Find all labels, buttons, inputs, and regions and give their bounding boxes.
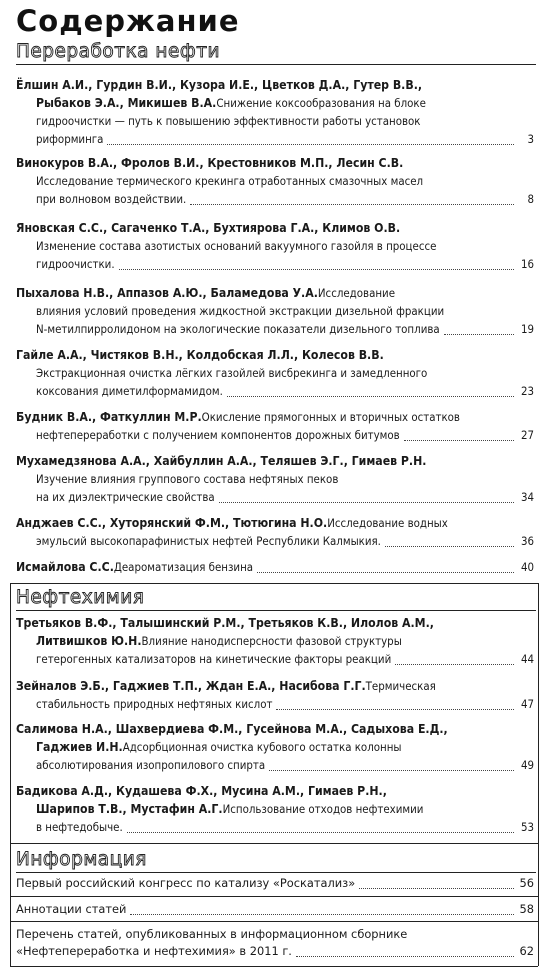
divider [10, 896, 538, 897]
leader-dots [257, 562, 514, 573]
toc-entry[interactable] [16, 219, 534, 273]
leader-dots [127, 822, 514, 833]
entry-authors: Будник В.А., Фаткуллин М.Р. [16, 410, 202, 424]
entry-title: Аннотации статей [16, 902, 127, 916]
leader-dots [444, 324, 514, 335]
entry-title: на их диэлектрические свойства [36, 490, 215, 504]
entry-authors: Литвишков Ю.Н. [36, 634, 142, 648]
entry-title: при волновом воздействии. [36, 192, 187, 206]
entry-authors: Зейналов Э.Б., Гаджиев Т.П., Ждан Е.А., Насибова Г.Г. [16, 679, 366, 693]
divider [10, 583, 538, 584]
toc-entry[interactable] [16, 514, 534, 550]
leader-dots [276, 699, 514, 710]
toc-entry[interactable] [16, 901, 534, 918]
toc-entry[interactable] [16, 720, 534, 774]
toc-entry[interactable] [16, 926, 534, 960]
entry-title: Изменение состава азотистых оснований вакуумного газойля в процессе [36, 239, 437, 253]
entry-title: в нефтедобыче. [36, 820, 123, 834]
page-number: 62 [519, 944, 534, 958]
entry-authors: Исмайлова С.С. [16, 560, 114, 574]
leader-dots [385, 536, 514, 547]
toc-entry[interactable] [16, 782, 534, 836]
entry-authors: Гайле А.А., Чистяков В.Н., Колдобская Л.Л., Колесов В.В. [16, 348, 384, 362]
entry-title: Исследование водных [327, 516, 448, 530]
leader-dots [359, 878, 514, 889]
entry-title: абсолютирования изопропилового спирта [36, 758, 266, 772]
section-heading-information: Информация [16, 848, 536, 873]
page-number: 49 [520, 758, 534, 772]
page-number: 53 [520, 820, 534, 834]
page-title: Содержание [16, 4, 240, 38]
toc-entry[interactable] [16, 677, 534, 713]
entry-title: N-метилпирролидоном на экологические показатели дизельного топлива [36, 322, 440, 336]
entry-title: гидроочистки. [36, 257, 115, 271]
page-number: 23 [520, 384, 534, 398]
toc-entry[interactable] [16, 452, 534, 506]
toc-entry[interactable] [16, 614, 534, 668]
divider [10, 921, 538, 922]
entry-authors: Гаджиев И.Н. [36, 740, 123, 754]
page-number: 47 [520, 697, 534, 711]
entry-authors: Пыхалова Н.В., Аппазов А.Ю., Баламедова У.А. [16, 286, 318, 300]
toc-entry[interactable] [16, 346, 534, 400]
entry-title: Использование отходов нефтехимии [222, 802, 424, 816]
entry-authors: Анджаев С.С., Хуторянский Ф.М., Тютюгина Н.О. [16, 516, 328, 530]
divider [10, 966, 538, 967]
entry-title: эмульсий высокопарафинистых нефтей Республики Калмыкия. [36, 534, 381, 548]
page-number: 19 [520, 322, 534, 336]
entry-title: Перечень статей, опубликованных в информационном сборнике [16, 927, 408, 941]
entry-title: гетерогенных катализаторов на кинетические факторы реакций [36, 652, 392, 666]
leader-dots [119, 259, 514, 270]
entry-title: Первый российский конгресс по катализу «Роскатализ» [16, 876, 356, 890]
leader-dots [296, 946, 514, 957]
toc-entry[interactable] [16, 154, 534, 208]
toc-entry[interactable] [16, 284, 534, 338]
entry-title: «Нефтепереработка и нефтехимия» в 2011 г. [16, 944, 292, 958]
entry-title: гидроочистки — путь к повышению эффективности работы установок [36, 114, 421, 128]
page-number: 58 [519, 902, 534, 916]
entry-title: Окисление прямогонных и вторичных остатков [201, 410, 460, 424]
entry-authors: Салимова Н.А., Шахвердиева Ф.М., Гусейнова М.А., Садыхова Е.Д., [16, 722, 448, 736]
entry-title: влияния условий проведения жидкостной экстракции дизельной фракции [36, 304, 445, 318]
leader-dots [219, 492, 514, 503]
page-number: 44 [520, 652, 534, 666]
leader-dots [269, 760, 514, 771]
entry-authors: Яновская С.С., Сагаченко Т.А., Бухтиярова Г.А., Климов О.В. [16, 221, 401, 235]
page-number: 3 [527, 132, 534, 146]
leader-dots [130, 904, 514, 915]
entry-authors: Мухамедзянова А.А., Хайбуллин А.А., Теляшев Э.Г., Гимаев Р.Н. [16, 454, 427, 468]
entry-authors: Ёлшин А.И., Гурдин В.И., Кузора И.Е., Цветков Д.А., Гутер В.В., [16, 78, 423, 92]
page-number: 16 [520, 257, 534, 271]
toc-entry[interactable] [16, 408, 534, 444]
entry-title: стабильность природных нефтяных кислот [36, 697, 273, 711]
page-number: 34 [520, 490, 534, 504]
frame-left-border [10, 583, 11, 966]
leader-dots [227, 386, 514, 397]
section-heading-oil-refining: Переработка нефти [16, 40, 536, 65]
entry-authors: Бадикова А.Д., Кудашева Ф.Х., Мусина А.М., Гимаев Р.Н., [16, 784, 387, 798]
toc-entry[interactable] [16, 875, 534, 892]
page-number: 56 [519, 876, 534, 890]
entry-authors: Рыбаков Э.А., Микишев В.А. [36, 96, 217, 110]
entry-title: Термическая [365, 679, 436, 693]
entry-authors: Шарипов Т.В., Мустафин А.Г. [36, 802, 223, 816]
divider [10, 843, 538, 844]
toc-entry[interactable] [16, 76, 534, 148]
section-heading-petrochemistry: Нефтехимия [16, 586, 536, 611]
entry-title: Исследование термического крекинга отработанных смазочных масел [36, 174, 424, 188]
entry-title: Изучение влияния группового состава нефтяных пеков [36, 472, 339, 486]
entry-title: риформинга [36, 132, 104, 146]
entry-title: Экстракционная очистка лёгких газойлей висбрекинга и замедленного [36, 366, 428, 380]
page-number: 8 [527, 192, 534, 206]
entry-title: Влияние нанодисперсности фазовой структуры [141, 634, 402, 648]
entry-title: Адсорбционная очистка кубового остатка колонны [122, 740, 402, 754]
entry-title: нефтепереработки с получением компонентов дорожных битумов [36, 428, 400, 442]
page-number: 40 [520, 560, 534, 574]
entry-title: Снижение коксообразования на блоке [216, 96, 426, 110]
leader-dots [190, 194, 514, 205]
page-number: 36 [520, 534, 534, 548]
entry-title: Деароматизация бензина [113, 560, 254, 574]
leader-dots [404, 430, 514, 441]
entry-title: Исследование [317, 286, 396, 300]
entry-title: коксования диметилформамидом. [36, 384, 223, 398]
leader-dots [107, 134, 514, 145]
entry-authors: Третьяков В.Ф., Талышинский Р.М., Третьяков К.В., Илолов А.М., [16, 616, 434, 630]
leader-dots [395, 654, 514, 665]
page-number: 27 [520, 428, 534, 442]
frame-right-border [538, 583, 539, 966]
toc-entry[interactable] [16, 558, 534, 576]
entry-authors: Винокуров В.А., Фролов В.И., Крестовников М.П., Лесин С.В. [16, 156, 404, 170]
